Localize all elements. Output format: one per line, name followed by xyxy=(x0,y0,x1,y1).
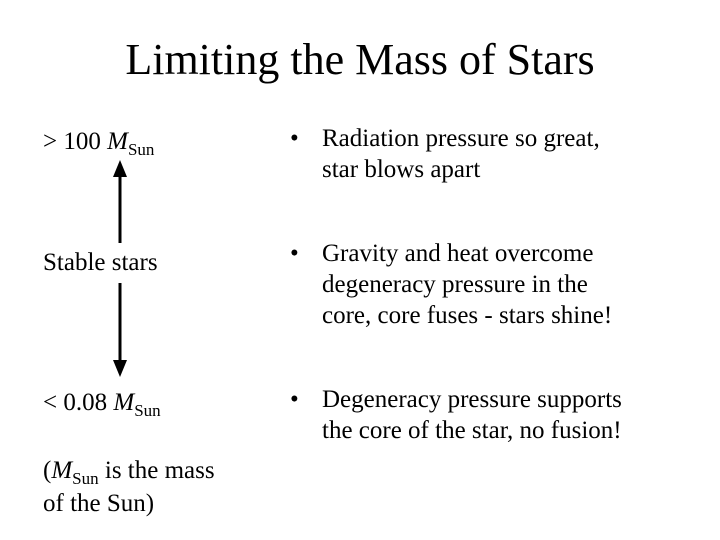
upper-arrow-head xyxy=(113,160,127,177)
bullet-dot: • xyxy=(290,240,299,267)
bullet-line: the core of the star, no fusion! xyxy=(322,417,622,444)
mass-subscript: Sun xyxy=(72,469,99,488)
mass-symbol: M xyxy=(113,389,135,416)
mass-subscript: Sun xyxy=(127,140,155,159)
lower-arrow-head xyxy=(113,360,127,377)
mass-subscript: Sun xyxy=(134,401,161,420)
bullet-line: Radiation pressure so great, xyxy=(322,125,600,152)
bullet-gravity-heat xyxy=(288,238,712,331)
bullet-line: Gravity and heat overcome xyxy=(322,240,594,267)
note-line-2: of the Sun) xyxy=(43,490,155,517)
stable-stars-label: Stable stars xyxy=(43,249,158,276)
bullet-radiation-pressure xyxy=(288,123,712,185)
bullet-line: core, core fuses - stars shine! xyxy=(322,302,613,329)
note-text: is the mass xyxy=(98,457,215,484)
bullet-line: Degeneracy pressure supports xyxy=(322,386,622,413)
upper-arrow xyxy=(113,160,127,243)
bullet-dot: • xyxy=(290,386,299,413)
bullet-dot: • xyxy=(290,125,299,152)
mass-symbol: M xyxy=(51,457,73,484)
lower-arrow xyxy=(113,283,127,377)
note-paren: ( xyxy=(43,457,52,484)
slide-title: Limiting the Mass of Stars xyxy=(125,35,595,84)
bullet-degeneracy-pressure xyxy=(288,384,712,446)
mass-symbol: M xyxy=(107,128,128,155)
bullet-line: degeneracy pressure in the xyxy=(322,271,588,298)
lower-limit-value: < 0.08 xyxy=(43,389,108,416)
bullet-line: star blows apart xyxy=(322,156,481,183)
upper-limit-value: > 100 xyxy=(43,128,101,155)
